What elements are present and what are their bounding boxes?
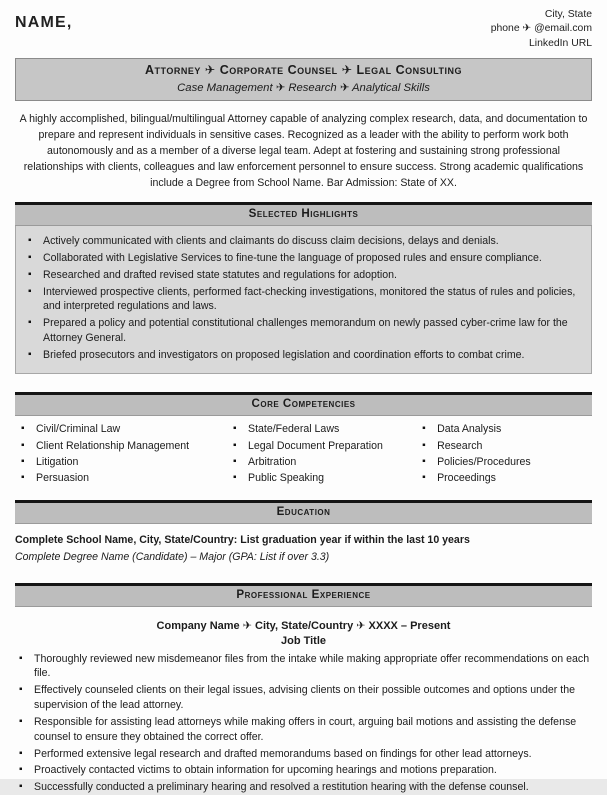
competency-item xyxy=(17,422,229,437)
highlights-section-title: Selected Highlights xyxy=(15,202,592,226)
competency-item xyxy=(229,422,418,437)
section-education xyxy=(15,500,592,565)
experience-item xyxy=(15,652,592,682)
header xyxy=(15,8,592,51)
competency-item xyxy=(17,439,229,454)
experience-item xyxy=(15,780,592,795)
competency-item xyxy=(229,455,418,470)
experience-text: Responsible for assisting lead attorneys while making offers in court, arguing bail motions and assisting the defense counsel to ensure they obtained the correct offer. xyxy=(34,715,577,743)
competency-text: Policies/Procedures xyxy=(437,456,531,469)
competency-item xyxy=(17,455,229,470)
competency-text: Research xyxy=(437,439,483,452)
highlight-item xyxy=(24,316,581,346)
experience-text: Performed extensive legal research and drafted memorandums based on findings for other lead attorneys. xyxy=(34,747,532,760)
contact-city-state: City, State xyxy=(544,9,592,20)
highlight-item xyxy=(24,285,581,315)
highlights-box xyxy=(15,226,592,374)
education-section-title: Education xyxy=(15,500,592,524)
competency-text: Public Speaking xyxy=(248,472,324,485)
competency-text: Civil/Criminal Law xyxy=(36,423,121,436)
highlight-text: Collaborated with Legislative Services to fine-tune the language of proposed rules and ensure compliance. xyxy=(43,251,542,264)
section-experience xyxy=(15,583,592,795)
competency-item xyxy=(229,439,418,454)
contact-block xyxy=(491,8,592,51)
experience-text: Successfully conducted a preliminary hearing and resolved a restitution hearing with the defense counsel. xyxy=(34,781,529,794)
experience-item xyxy=(15,683,592,713)
experience-item xyxy=(15,763,592,778)
highlight-text: Prepared a policy and potential constitutional challenges memorandum on newly passed cyber-crime law for the Attorney General. xyxy=(43,317,568,345)
competency-column xyxy=(17,421,229,488)
contact-linkedin-url: LinkedIn URL xyxy=(529,37,592,49)
highlights-list xyxy=(24,234,581,363)
section-highlights xyxy=(15,202,592,374)
experience-item xyxy=(15,715,592,745)
competency-text: Client Relationship Management xyxy=(36,439,190,452)
highlight-item xyxy=(24,234,581,249)
competency-text: Arbitration xyxy=(248,456,297,469)
experience-section-title: Professional Experience xyxy=(15,583,592,607)
competency-text: Data Analysis xyxy=(437,423,502,436)
highlight-item xyxy=(24,268,581,283)
summary-paragraph: A highly accomplished, bilingual/multilingual Attorney capable of analyzing complex research, data, and documentation to prepare and represent individuals in sensitive cases. Recognized as a leader with the ability to perform work both autonomously and as a member of a diverse legal team. Adept at fostering and sustaining strong professional relationships with clients, colleagues and law enforcement personnel to ensure success. Strong academic qualifications include a Degree from School Name. Bar Admission: State of XX. xyxy=(19,113,588,189)
contact-phone-email: phone ✈ @email.com xyxy=(490,23,592,35)
competency-text: Legal Document Preparation xyxy=(248,439,383,452)
highlight-item xyxy=(24,251,581,266)
experience-text: Thoroughly reviewed new misdemeanor files from the intake while making appropriate offer recommendations on each file. xyxy=(34,652,590,680)
education-degree-line: Complete Degree Name (Candidate) – Major (GPA: List if over 3.3) xyxy=(15,550,330,563)
competency-column xyxy=(229,421,418,488)
title-banner xyxy=(15,58,592,101)
competency-column xyxy=(418,421,590,488)
competencies-columns xyxy=(17,421,590,488)
competency-text: Litigation xyxy=(36,456,79,469)
title-banner-roles: Attorney ✈ Corporate Counsel ✈ Legal Consulting xyxy=(144,63,463,78)
competency-text: Persuasion xyxy=(36,472,89,485)
title-banner-skills: Case Management ✈ Research ✈ Analytical Skills xyxy=(177,81,430,94)
competency-text: State/Federal Laws xyxy=(248,423,340,436)
experience-item xyxy=(15,747,592,762)
competency-item xyxy=(418,455,590,470)
highlight-text: Researched and drafted revised state statutes and regulations for adoption. xyxy=(43,268,397,281)
experience-job-title: Job Title xyxy=(280,635,327,648)
education-school-line: Complete School Name, City, State/Country: List graduation year if within the last 10 years xyxy=(15,533,470,546)
section-competencies xyxy=(15,392,592,488)
competency-item xyxy=(418,471,590,486)
experience-company-line: Company Name ✈ City, State/Country ✈ XXXX – Present xyxy=(156,619,451,632)
highlight-item xyxy=(24,348,581,363)
experience-text: Effectively counseled clients on their legal issues, advising clients on their possible outcomes and options under the supervision of the lead attorney. xyxy=(34,684,575,712)
competency-item xyxy=(418,422,590,437)
experience-list xyxy=(15,652,592,795)
competency-item xyxy=(229,471,418,486)
experience-text: Proactively contacted victims to obtain information for upcoming hearings and motions preparation. xyxy=(34,764,497,777)
highlight-text: Interviewed prospective clients, performed fact-checking investigations, monitored the status of rules and policies, and interpreted regulations and laws. xyxy=(43,285,576,313)
competency-item xyxy=(418,439,590,454)
highlight-text: Briefed prosecutors and investigators on proposed legislation and coordination efforts to combat crime. xyxy=(43,348,525,361)
competencies-section-title: Core Competencies xyxy=(15,392,592,416)
competency-item xyxy=(17,471,229,486)
highlight-text: Actively communicated with clients and claimants do discuss claim decisions, delays and denials. xyxy=(43,235,499,248)
competency-text: Proceedings xyxy=(437,472,496,485)
candidate-name: NAME, xyxy=(15,14,73,31)
